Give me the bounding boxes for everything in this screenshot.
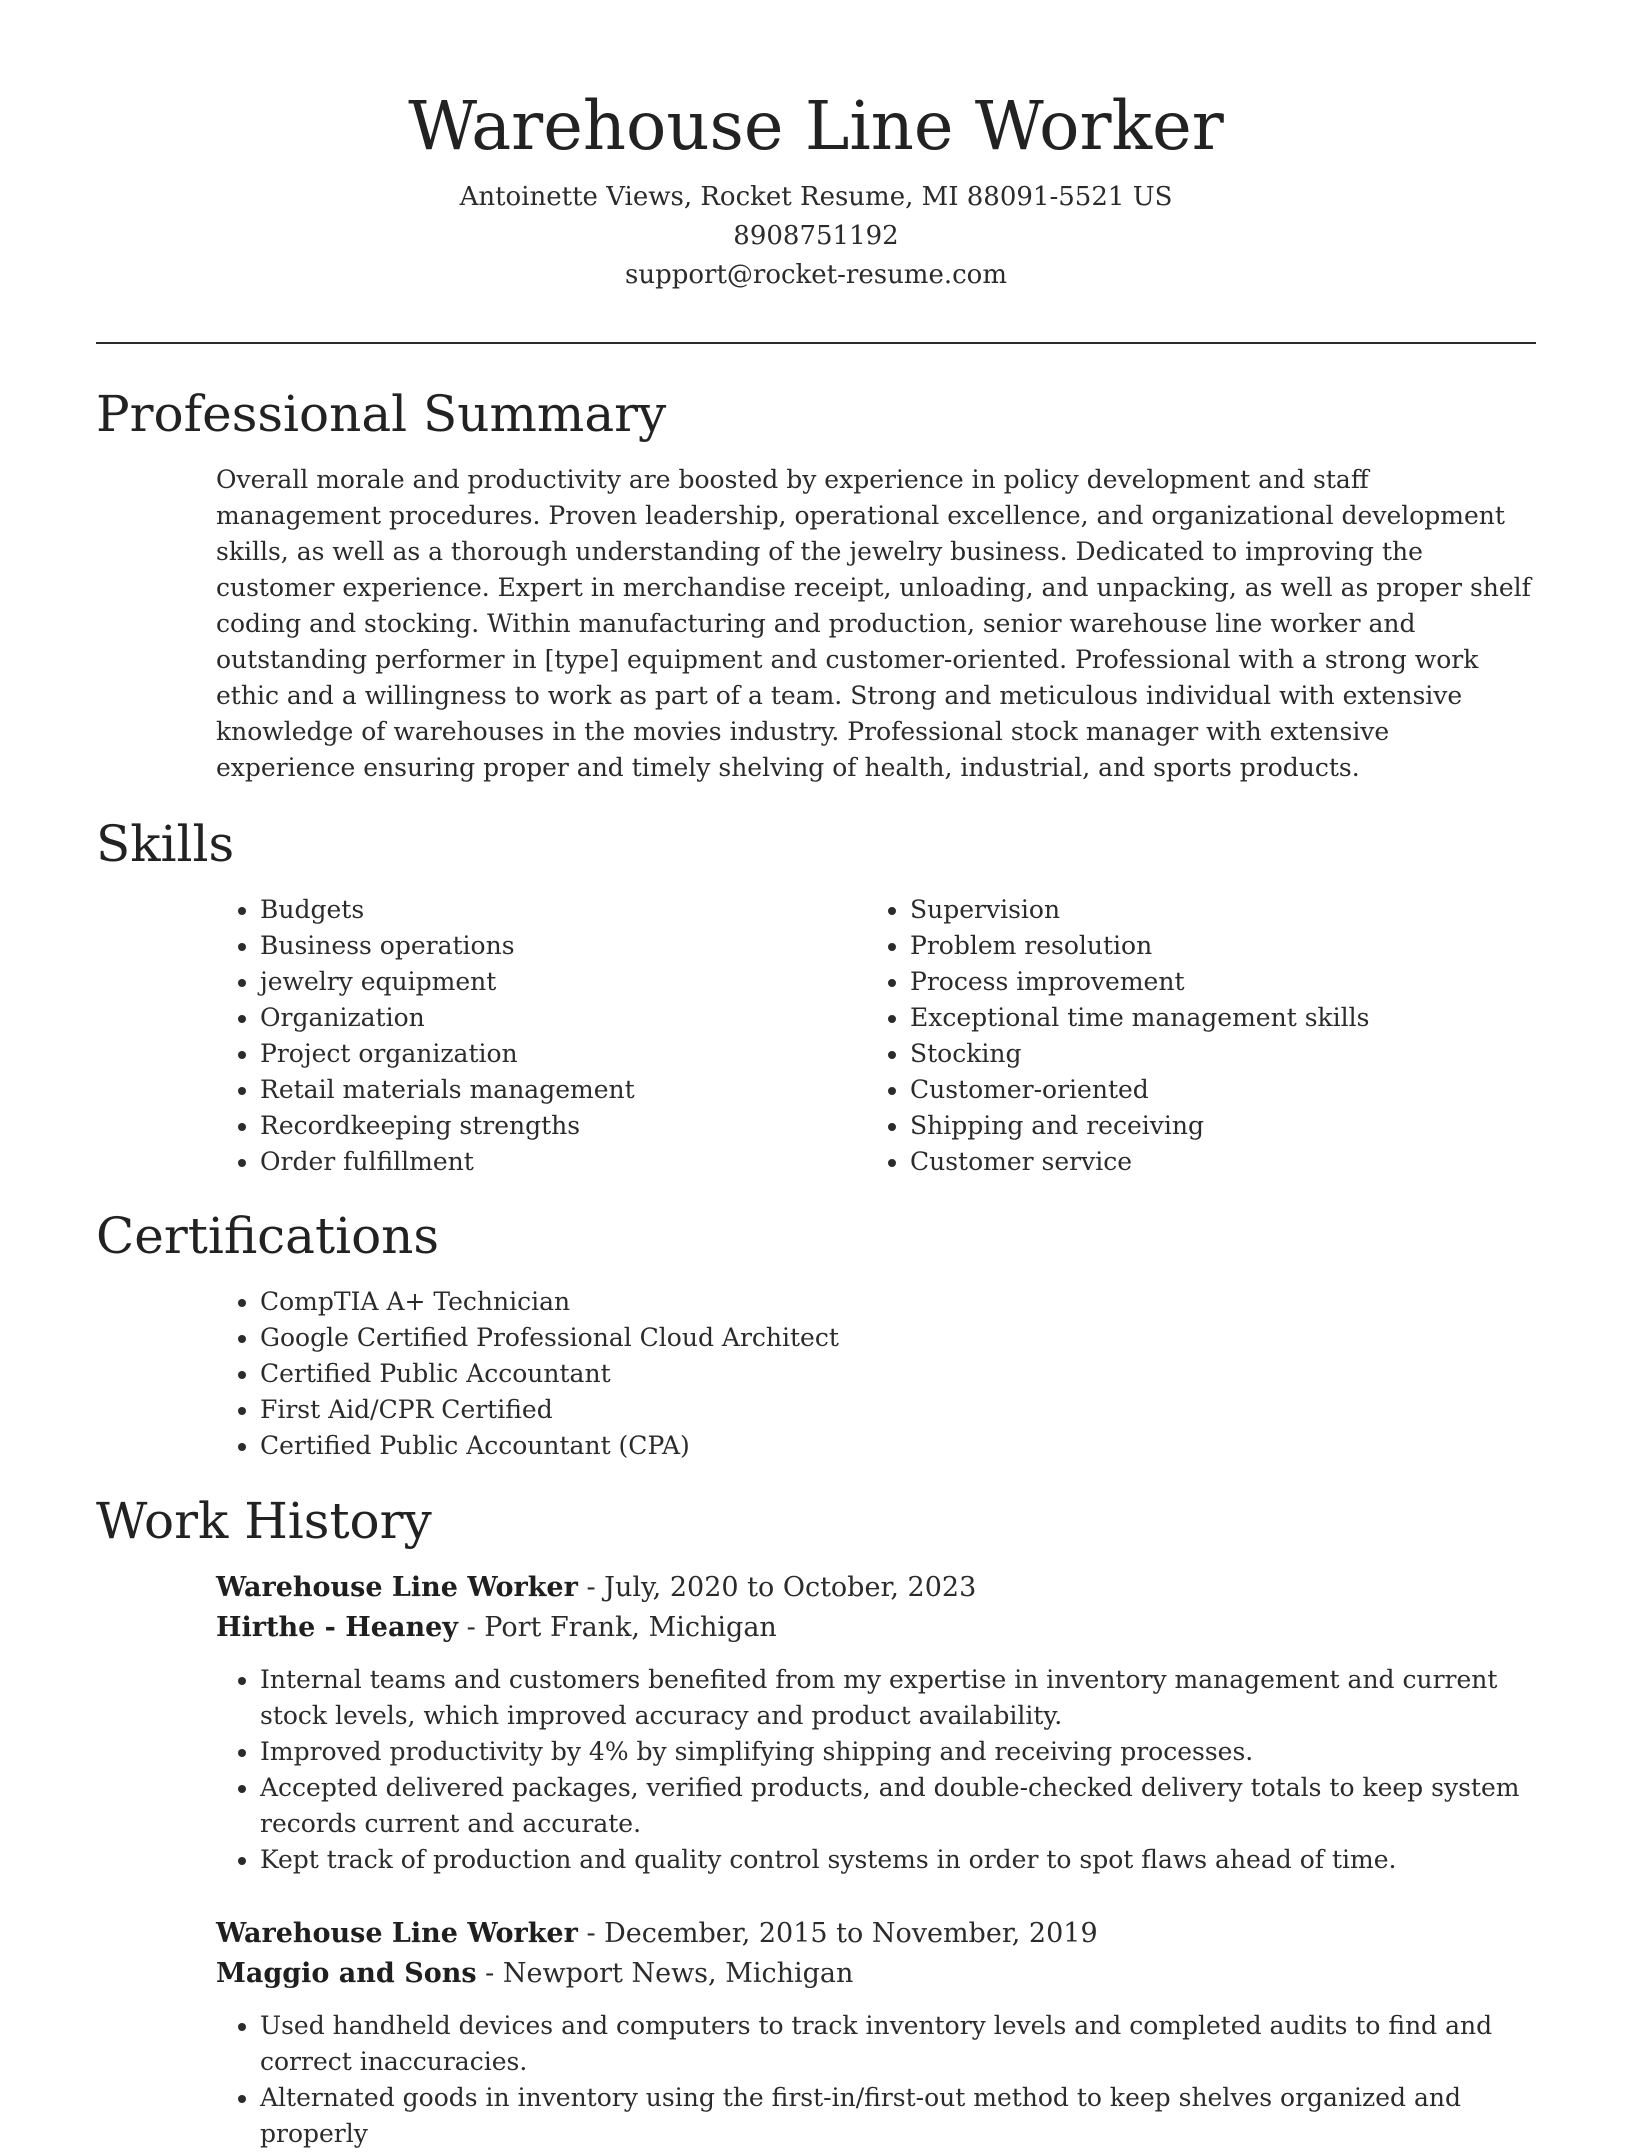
email-address: support@rocket-resume.com [624,260,1007,290]
job-location: Newport News, Michigan [502,1958,854,1989]
skill-item: • Customer-oriented [910,1072,1370,1108]
resume-name: Warehouse Line Worker [408,87,1224,165]
skill-item: • Business operations [260,928,635,964]
job-bullets [216,2008,1536,2152]
skill-item: • Customer service [910,1144,1370,1180]
separator: - [485,1958,495,1989]
certification-item: • First Aid/CPR Certified [260,1392,1536,1428]
skill-item: • Order fulfillment [260,1144,635,1180]
job-company-line [216,1608,1536,1648]
skill-item: • Recordkeeping strengths [260,1108,635,1144]
skill-item: • Stocking [910,1036,1370,1072]
skills-list-right [866,892,1370,1180]
job-title-line [216,1914,1536,1954]
certification-item: • CompTIA A+ Technician [260,1284,1536,1320]
company-name: Hirthe - Heaney [216,1612,458,1643]
job-title: Warehouse Line Worker [216,1572,578,1603]
job-entry [216,1568,1536,1878]
job-dates: December, 2015 to November, 2019 [604,1918,1098,1949]
separator: - [586,1918,596,1949]
skill-item: • Process improvement [910,964,1370,1000]
job-bullet: • Alternated goods in inventory using the first-in/first-out method to keep shelves organized and properly [260,2080,1536,2152]
job-bullets [216,1662,1536,1878]
job-company-line [216,1954,1536,1994]
section-title-work-history: Work History [96,1492,432,1550]
phone-number: 8908751192 [733,221,899,251]
skill-item: • jewelry equipment [260,964,635,1000]
summary-text: Overall morale and productivity are boosted by experience in policy development and staff management procedures. Proven leadership, operational excellence, and organizational development skills, as well as a thorough understanding of the jewelry business. Dedicated to improving the customer experience. Expert in merchandise receipt, unloading, and unpacking, as well as proper shelf coding and stocking. Within manufacturing and production, senior warehouse line worker and outstanding performer in [type] equipment and customer-oriented. Professional with a strong work ethic and a willingness to work as part of a team. Strong and meticulous individual with extensive knowledge of warehouses in the movies industry. Professional stock manager with extensive experience ensuring proper and timely shelving of health, industrial, and sports products. [216,465,1531,782]
job-title: Warehouse Line Worker [216,1918,578,1949]
job-entry [216,1914,1536,2152]
job-location: Port Frank, Michigan [484,1612,777,1643]
skill-item: • Organization [260,1000,635,1036]
skills-column-left [216,892,635,1180]
job-bullet: • Kept track of production and quality control systems in order to spot flaws ahead of time. [260,1842,1536,1878]
certification-item: • Certified Public Accountant (CPA) [260,1428,1536,1464]
skill-item: • Retail materials management [260,1072,635,1108]
skill-item: • Problem resolution [910,928,1370,964]
skills-column-right [866,892,1370,1180]
separator: - [586,1572,596,1603]
job-title-line [216,1568,1536,1608]
skill-item: • Supervision [910,892,1370,928]
skill-item: • Exceptional time management skills [910,1000,1370,1036]
job-bullet: • Accepted delivered packages, verified products, and double-checked delivery totals to keep system records current and accurate. [260,1770,1536,1842]
section-title-certifications: Certifications [96,1207,440,1265]
contact-info [96,178,1536,295]
job-dates: July, 2020 to October, 2023 [604,1572,977,1603]
certification-item: • Certified Public Accountant [260,1356,1536,1392]
skill-item: • Shipping and receiving [910,1108,1370,1144]
skills-list-left [216,892,635,1180]
company-name: Maggio and Sons [216,1958,477,1989]
section-title-summary: Professional Summary [96,385,667,443]
job-bullet: • Improved productivity by 4% by simplifying shipping and receiving processes. [260,1734,1536,1770]
header-divider [96,342,1536,344]
section-title-skills: Skills [96,815,235,873]
job-bullet: • Used handheld devices and computers to track inventory levels and completed audits to find and correct inaccuracies. [260,2008,1536,2080]
certifications-block [216,1284,1536,1464]
skill-item: • Project organization [260,1036,635,1072]
job-bullet: • Internal teams and customers benefited from my expertise in inventory management and current stock levels, which improved accuracy and product availability. [260,1662,1536,1734]
skill-item: • Budgets [260,892,635,928]
certifications-list [216,1284,1536,1464]
separator: - [466,1612,476,1643]
work-history-block [216,1568,1536,2152]
resume-header [96,84,1536,295]
address: Antoinette Views, Rocket Resume, MI 88091-5521 US [459,182,1173,212]
certification-item: • Google Certified Professional Cloud Architect [260,1320,1536,1356]
